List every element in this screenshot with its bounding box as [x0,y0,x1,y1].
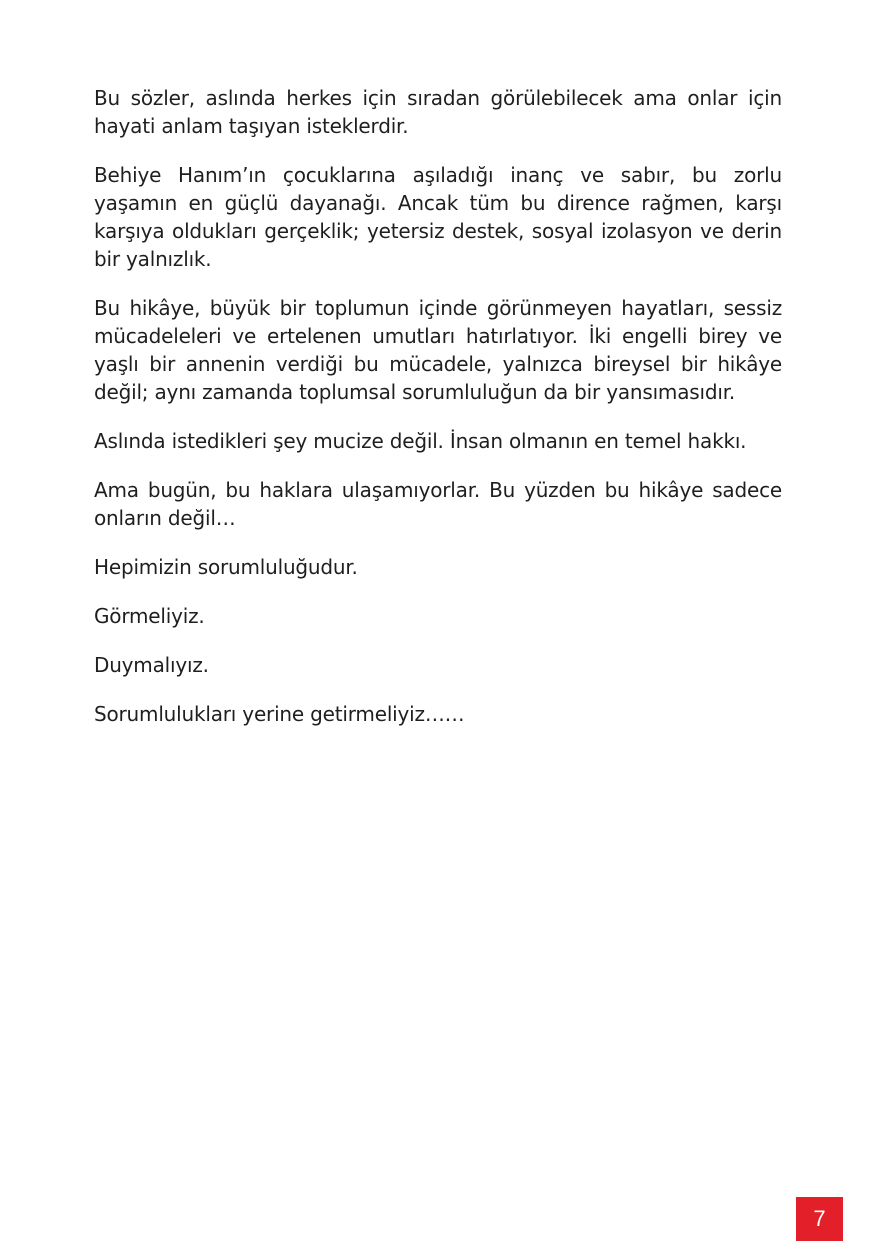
page-body [94,84,782,749]
paragraph-8: Duymalıyız. [94,653,209,677]
page-number-badge: 7 [796,1197,843,1241]
paragraph-3: Bu hikâye, büyük bir toplumun içinde görünmeyen hayatları, sessiz mücadeleleri ve ertelenen umutları hatırlatıyor. İki engelli birey ve yaşlı bir annenin verdiği bu mücadele, yalnızca bireysel bir hikâye değil; aynı zamanda toplumsal sorumluluğun da bir yansımasıdır. [94,296,782,404]
paragraph-5: Ama bugün, bu haklara ulaşamıyorlar. Bu yüzden bu hikâye sadece onların değil… [94,478,782,530]
paragraph-4: Aslında istedikleri şey mucize değil. İnsan olmanın en temel hakkı. [94,429,747,453]
paragraph-2: Behiye Hanım’ın çocuklarına aşıladığı inanç ve sabır, bu zorlu yaşamın en güçlü dayanağı. Ancak tüm bu dirence rağmen, karşı karşıya oldukları gerçeklik; yetersiz destek, sosyal izolasyon ve derin bir yalnızlık. [94,163,782,271]
paragraph-7: Görmeliyiz. [94,604,205,628]
paragraph-9: Sorumlulukları yerine getirmeliyiz…… [94,702,465,726]
paragraph-6: Hepimizin sorumluluğudur. [94,555,358,579]
paragraph-1: Bu sözler, aslında herkes için sıradan görülebilecek ama onlar için hayati anlam taşıyan isteklerdir. [94,86,782,138]
